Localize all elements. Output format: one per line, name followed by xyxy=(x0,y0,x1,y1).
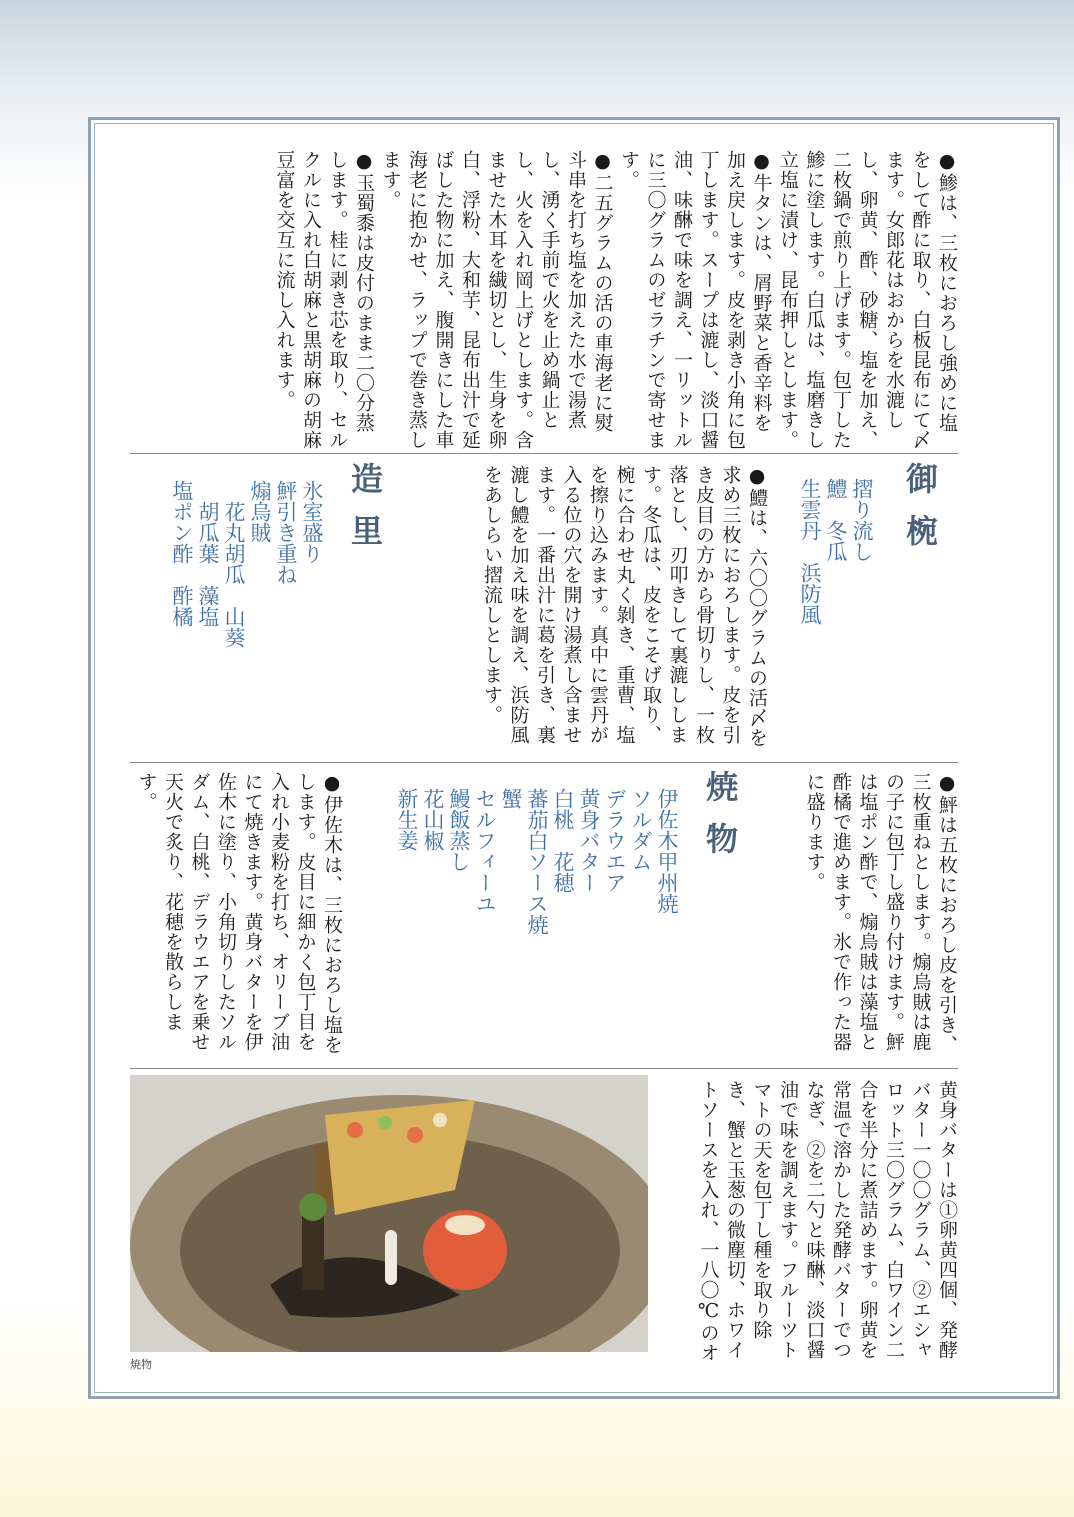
yakimono-body: ●伊佐木は、三枚におろし塩をします。皮目に細かく包丁目を入れ小麦粉を打ち、オリーブ油にて焼きます。黄身バターを伊佐木に塗り、小角切りしたソルダム、白桃、デラウエアを乗せ天火で炙り、花穂を散らします。 xyxy=(135,772,343,1055)
tsukuri-menu-item: 胡瓜葉 藻塩 xyxy=(196,480,220,627)
tsukuri-menu-item: 氷室盛り xyxy=(300,480,324,564)
paragraph-ebi: ●二五グラムの活の車海老に熨斗串を打ち塩を加えた水で湯煮し、湧く手前で火を止め鍋止とし、火を入れ岡上げとします。含ませた木耳を繊切とし、生身を卵白、浮粉、大和芋、昆布出汁で延ばした物に加え、腹開きにした車海老に抱かせ、ラップで巻き蒸します。 xyxy=(379,150,614,450)
yakimono-menu-item: セルフィーユ xyxy=(473,788,497,914)
paragraph-gyutan: ●牛タンは、屑野菜と香辛料を加え戻します。皮を剥き小角に包丁します。スープは漉し、淡口醤油、味醂で味を調え、一リットルに三〇グラムのゼラチンで寄せます。 xyxy=(618,150,773,450)
yakimono-menu-item: 鰻飯蒸し xyxy=(447,788,471,872)
owan-menu-item: 摺り流し xyxy=(850,478,874,562)
tsukuri-menu-item: 花丸胡瓜 山葵 xyxy=(222,480,246,648)
yakimono-menu-item: 新生姜 xyxy=(395,788,419,851)
yakimono-menu xyxy=(360,788,680,1058)
yakimono-menu-item: ソルダム xyxy=(629,788,653,872)
owan-heading: 御椀 xyxy=(901,462,939,566)
kimi-butter-text: 黄身バターは①卵黄四個、発酵バター一〇〇グラム、②エシャロット三〇グラム、白ワイン二合を半分に煮詰めます。卵黄を常温で溶かした発酵バターでつなぎ、②を二勺と味醂、淡口醤油で味を調えます。フルーツトマトの天を包丁し種を取り除き、蟹と玉葱の微塵切、ホワイトソースを入れ、一八〇℃のオ xyxy=(697,1080,958,1363)
divider-2 xyxy=(130,762,958,763)
owan-menu-item: 生雲丹 浜防風 xyxy=(798,478,822,625)
yakimono-menu-item: 黄身バター xyxy=(577,788,601,893)
photo-caption: 焼物 xyxy=(130,1358,152,1371)
tsukuri-menu xyxy=(140,480,325,750)
yakimono-menu-item: 白桃 花穂 xyxy=(551,788,575,893)
yakimono-heading: 焼物 xyxy=(701,770,739,874)
paragraph-toumorokoshi: ●玉蜀黍は皮付のまま二〇分蒸します。桂に剥き芯を取り、セルクルに入れ白胡麻と黒胡麻の胡麻豆富を交互に流し入れます。 xyxy=(273,150,375,450)
tsukuri-menu-item: 鮃引き重ね xyxy=(274,480,298,585)
yakimono-menu-item: 蕃茄白ソース焼 xyxy=(525,788,549,935)
top-section-text xyxy=(250,150,960,450)
tsukuri-menu-item: 塩ポン酢 酢橘 xyxy=(170,480,194,627)
paragraph-aji: ●鯵は、三枚におろし強めに塩をして酢に取り、白板昆布にて〆ます。女郎花はおからを水漉しし、卵黄、酢、砂糖、塩を加え、二枚鍋で煎り上げます。包丁した鯵に塗します。白瓜は、塩磨きし立塩に漬け、昆布押しとします。 xyxy=(777,150,958,450)
tsukuri-body: ●鮃は五枚におろし皮を引き、三枚重ねとします。煽烏賊は鹿の子に包丁し盛り付けます。鮃は塩ポン酢で、煽烏賊は藻塩と酢橘で進めます。氷で作った器に盛ります。 xyxy=(803,772,958,1055)
yakimono-menu-item: 蟹 xyxy=(499,788,523,809)
yakimono-menu-item: 花山椒 xyxy=(421,788,445,851)
owan-menu xyxy=(785,478,875,758)
dish-photo xyxy=(130,1075,648,1352)
owan-menu-item: 鱧 冬瓜 xyxy=(824,478,848,562)
yakimono-menu-item: 伊佐木甲州焼 xyxy=(655,788,679,914)
yakimono-menu-item: デラウエア xyxy=(603,788,627,893)
tsukuri-menu-item: 煽烏賊 xyxy=(248,480,272,543)
divider-3 xyxy=(130,1068,958,1069)
divider-1 xyxy=(130,453,958,454)
tsukuri-heading: 造里 xyxy=(346,462,384,566)
owan-body: ●鱧は、六〇〇グラムの活〆を求め三枚におろします。皮を引き皮目の方から骨切りし、一枚落とし、刃叩きして裏漉しします。冬瓜は、皮をこそげ取り、椀に合わせ丸く剝き、重曹、塩を擦り込みます。真中に雲丹が入る位の穴を開け湯煮し含ませます。一番出汁に葛を引き、裏漉し鱧を加え味を調え、浜防風をあしらい摺流しとします。 xyxy=(481,465,768,748)
dish-illustration xyxy=(130,1075,648,1352)
